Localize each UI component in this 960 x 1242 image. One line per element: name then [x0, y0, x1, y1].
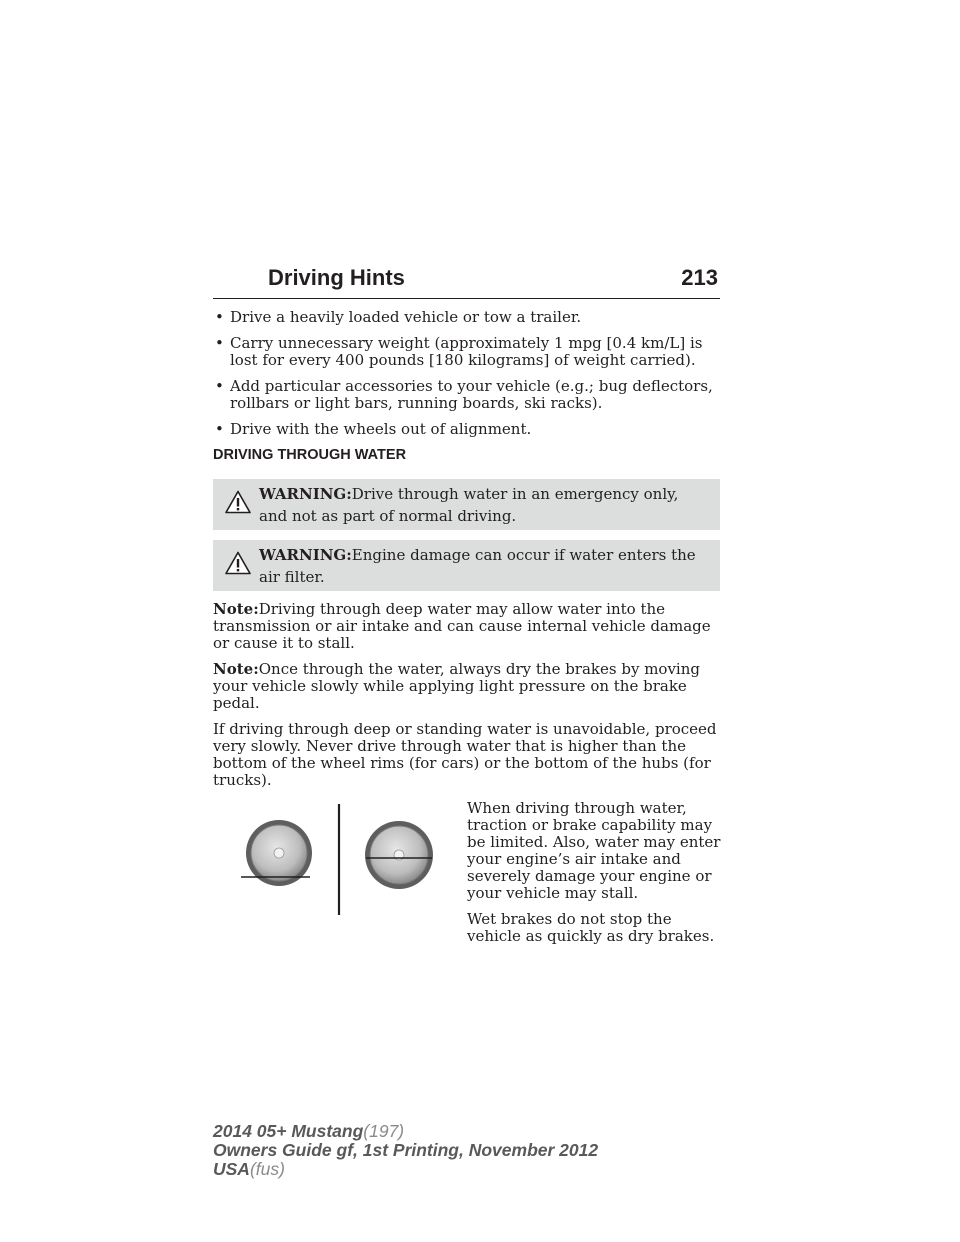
bullet-icon: •	[215, 334, 224, 352]
note-paragraph: Note:Driving through deep water may allow water into the transmission or air intake and can cause internal vehicle damage or cause it to stall.	[213, 600, 711, 652]
note-paragraph: Note:Once through the water, always dry the brakes by moving your vehicle slowly while applying light pressure on the brake pedal.	[213, 660, 700, 712]
page-footer	[213, 1122, 598, 1179]
page-title: Driving Hints	[268, 265, 405, 290]
warning-triangle-icon	[225, 490, 251, 514]
body-paragraph: If driving through deep or standing water is unavoidable, proceed very slowly. Never drive through water that is higher than the bottom of the wheel rims (for cars) or the bottom of the hubs (for trucks).	[213, 720, 717, 789]
warning-box	[213, 540, 720, 591]
list-item: • Drive a heavily loaded vehicle or tow a trailer.	[215, 308, 582, 326]
water-depth-illustration	[213, 800, 461, 950]
page-content	[213, 309, 720, 980]
bullet-icon: •	[215, 377, 224, 395]
note-label: Note:	[213, 600, 259, 618]
warning-label: WARNING:	[259, 485, 352, 503]
bullet-icon: •	[215, 420, 224, 438]
footer-line: 2014 05+ Mustang(197)	[213, 1121, 405, 1141]
warning-text: WARNING:Engine damage can occur if water enters the air filter.	[259, 546, 696, 586]
page-number: 213	[681, 265, 718, 290]
page-header	[213, 258, 720, 299]
section-heading: DRIVING THROUGH WATER	[213, 447, 407, 463]
bullet-icon: •	[215, 308, 224, 326]
note-label: Note:	[213, 660, 259, 678]
figure-caption	[467, 800, 721, 954]
warning-triangle-icon	[225, 551, 251, 575]
footer-line: Owners Guide gf, 1st Printing, November 2012	[213, 1140, 599, 1160]
truck-wheel-icon	[365, 821, 433, 889]
list-item: • Add particular accessories to your vehicle (e.g.; bug deflectors, rollbars or light bars, running boards, ski racks).	[215, 377, 713, 412]
figure-row	[213, 800, 720, 980]
caption-paragraph: Wet brakes do not stop the vehicle as quickly as dry brakes.	[467, 910, 715, 945]
caption-paragraph: When driving through water, traction or brake capability may be limited. Also, water may enter your engine’s air intake and severely damage your engine or your vehicle may stall.	[467, 799, 721, 902]
car-wheel-icon	[241, 820, 312, 886]
warning-label: WARNING:	[259, 546, 352, 564]
footer-line: USA(fus)	[213, 1159, 285, 1179]
bullet-list	[213, 309, 720, 438]
list-item: • Drive with the wheels out of alignment.	[215, 420, 532, 438]
list-item: • Carry unnecessary weight (approximately 1 mpg [0.4 km/L] is lost for every 400 pounds [180 kilograms] of weight carried).	[215, 334, 703, 369]
warning-box	[213, 479, 720, 530]
warning-text: WARNING:Drive through water in an emergency only, and not as part of normal driving.	[259, 485, 679, 525]
